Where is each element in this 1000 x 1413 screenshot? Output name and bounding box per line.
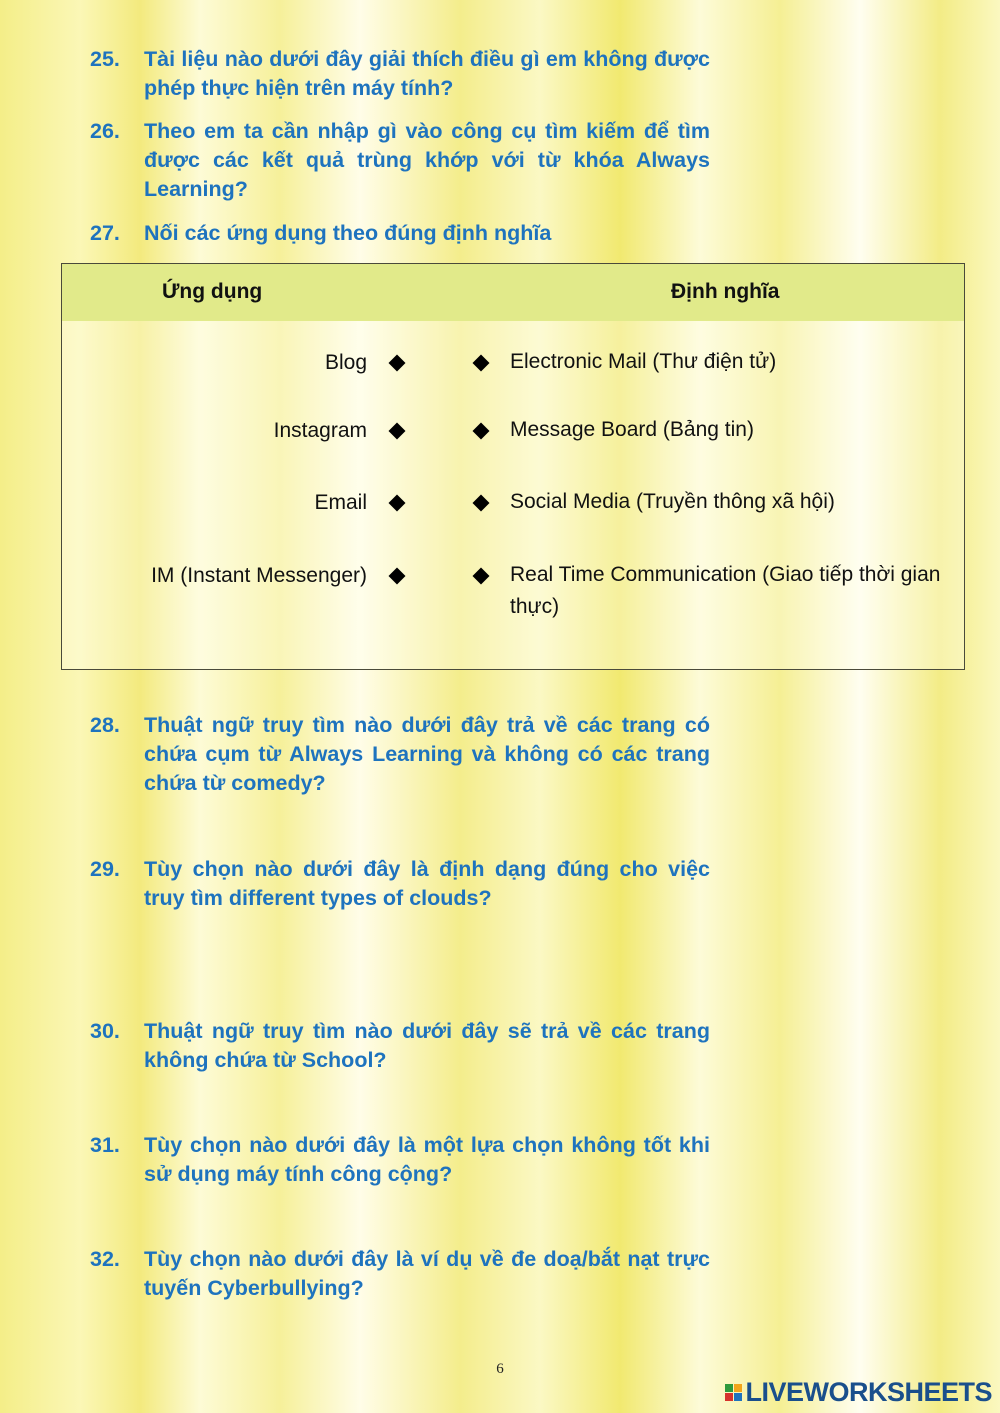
question-number: 28. [90,713,120,737]
left-connector-dot[interactable] [389,568,406,585]
question-text: Tùy chọn nào dưới đây là định dạng đúng cho việc truy tìm different types of clouds? [144,857,710,910]
header-definitions: Định nghĩa [671,280,780,303]
question-text: Nối các ứng dụng theo đúng định nghĩa [144,221,552,245]
definition-item: Real Time Communication (Giao tiếp thời gian thực) [510,563,941,618]
app-item-instagram: Instagram [273,419,367,442]
right-connector-dot[interactable] [473,423,490,440]
header-applications: Ứng dụng [162,280,263,303]
definition-item: Social Media (Truyền thông xã hội) [510,490,835,513]
question-number: 31. [90,1133,120,1157]
question-27 [90,219,710,248]
definition-item: Message Board (Bảng tin) [510,418,754,441]
question-text: Thuật ngữ truy tìm nào dưới đây trả về các trang có chứa cụm từ Always Learning và không có các trang chứa từ comedy? [144,713,710,795]
question-text: Tùy chọn nào dưới đây là một lựa chọn không tốt khi sử dụng máy tính công cộng? [144,1133,710,1186]
question-text: Thuật ngữ truy tìm nào dưới đây sẽ trả về các trang không chứa từ School? [144,1019,710,1072]
question-text: Tùy chọn nào dưới đây là ví dụ về đe doạ/bắt nạt trực tuyến Cyberbullying? [144,1247,710,1300]
page-number: 6 [496,1361,504,1377]
brand-name: LIVEWORKSHEETS [745,1377,992,1407]
definition-item: Electronic Mail (Thư điện tử) [510,350,777,373]
app-item-email: Email [314,491,367,514]
liveworksheets-logo [725,1377,992,1408]
logo-grid-icon [725,1384,742,1401]
question-29 [90,855,710,913]
table-header [62,264,964,321]
question-number: 29. [90,857,120,881]
left-connector-dot[interactable] [389,495,406,512]
question-number: 25. [90,47,120,71]
question-text: Tài liệu nào dưới đây giải thích điều gì em không được phép thực hiện trên máy tính? [144,47,710,100]
question-25 [90,45,710,103]
question-32 [90,1245,710,1303]
question-26 [90,117,710,204]
right-connector-dot[interactable] [473,495,490,512]
matching-table [61,263,965,670]
question-30 [90,1017,710,1075]
question-number: 26. [90,119,120,143]
right-connector-dot[interactable] [473,568,490,585]
right-connector-dot[interactable] [473,355,490,372]
question-number: 30. [90,1019,120,1043]
app-item-im: IM (Instant Messenger) [151,564,367,587]
left-connector-dot[interactable] [389,423,406,440]
question-text: Theo em ta cần nhập gì vào công cụ tìm kiếm để tìm được các kết quả trùng khớp với từ khóa Always Learning? [144,119,710,201]
question-31 [90,1131,710,1189]
question-28 [90,711,710,798]
left-connector-dot[interactable] [389,355,406,372]
app-item-blog: Blog [324,351,367,374]
question-number: 27. [90,221,120,245]
question-number: 32. [90,1247,120,1271]
